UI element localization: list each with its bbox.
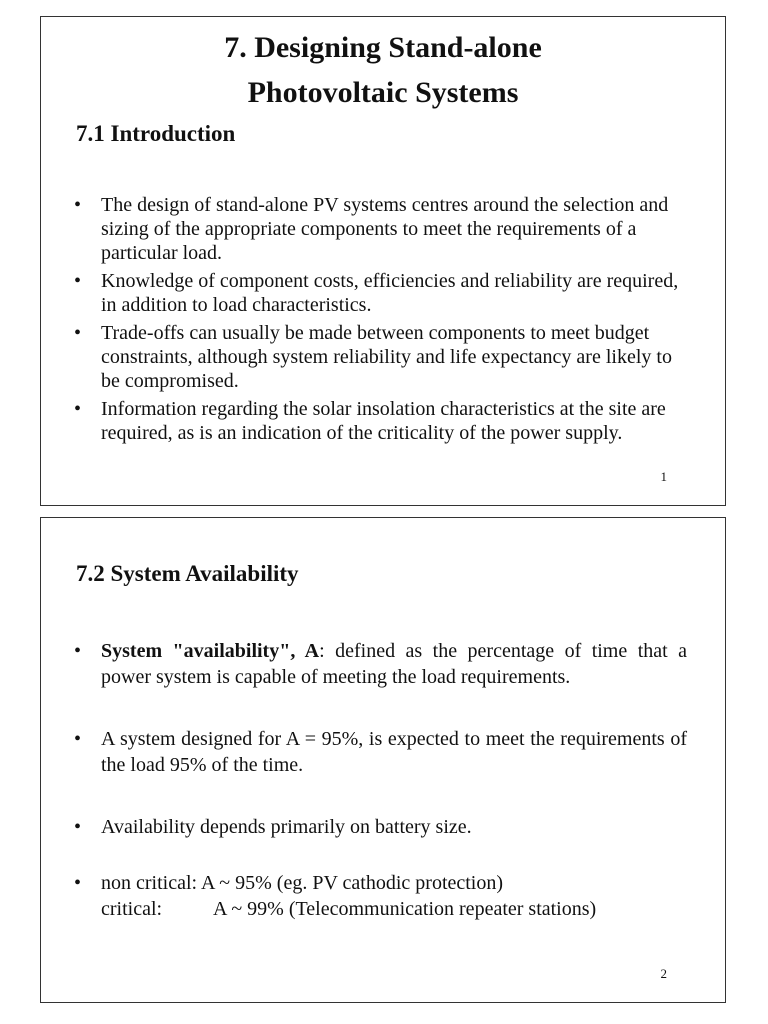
section-heading-intro: 7.1 Introduction [76,121,236,146]
bullet-icon: • [74,398,82,420]
bullet-icon: • [74,872,82,894]
slide-2 [40,517,726,1003]
list-item [71,638,687,690]
bullet-text: Trade-offs can usually be made between components to meet budget constraints, although system reliability and life expectancy are likely to be compromised. [101,322,672,392]
bullet-icon: • [74,640,82,662]
bullet-icon: • [74,194,82,216]
bullet-text: Availability depends primarily on battery size. [101,816,472,838]
list-item [71,193,687,265]
non-critical-line: non critical: A ~ 95% (eg. PV cathodic protection) [101,872,504,894]
intro-bullet-list [71,193,687,449]
list-item [71,726,687,778]
title-line-1: 7. Designing Stand-alone [224,31,542,64]
term-definition-bold: System "availability", A [101,640,320,662]
slide-1 [40,16,726,506]
bullet-icon: • [74,322,82,344]
bullet-text: A system designed for A = 95%, is expected to meet the requirements of the load 95% of the time. [101,728,687,776]
slide-title [41,25,725,115]
bullet-text: The design of stand-alone PV systems centres around the selection and sizing of the appropriate components to meet the requirements of a particular load. [101,194,669,264]
bullet-icon: • [74,270,82,292]
bullet-icon: • [74,816,82,838]
bullet-text: Knowledge of component costs, efficiencies and reliability are required, in addition to load characteristics. [101,270,679,316]
list-item [71,814,687,840]
bullet-text: Information regarding the solar insolation characteristics at the site are required, as is an indication of the criticality of the power supply. [101,398,666,444]
definition-text: : defined as the percentage of time that a power system is capable of meeting the load requirements. [101,640,688,688]
bullet-icon: • [74,728,82,750]
title-line-2: Photovoltaic Systems [247,76,519,109]
section-heading-availability: 7.2 System Availability [76,561,299,586]
critical-line [101,896,687,922]
list-item [71,870,687,922]
page-number: 1 [660,469,667,484]
critical-value: A ~ 99% (Telecommunication repeater stations) [213,898,597,920]
critical-label: critical: [101,898,163,920]
list-item [71,321,687,393]
availability-bullet-list [71,638,687,922]
list-item [71,269,687,317]
list-item [71,397,687,445]
page-number: 2 [660,966,667,981]
